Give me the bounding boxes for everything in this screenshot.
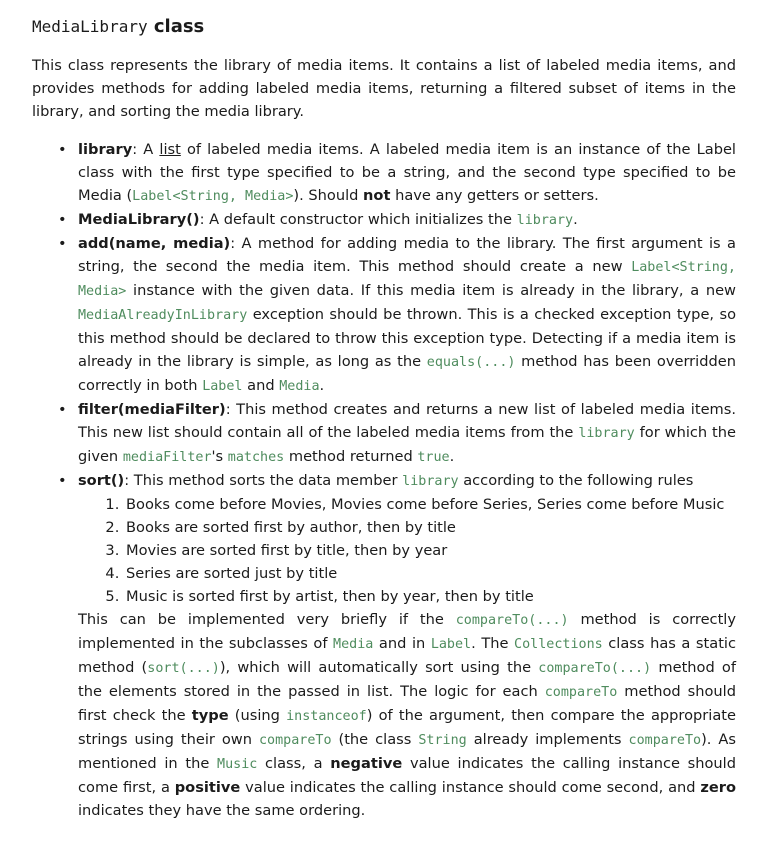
inline-code: Media xyxy=(279,379,320,394)
sort-rule: 2. Books are sorted first by author, then by title xyxy=(124,516,736,539)
member-name: library xyxy=(78,141,133,158)
sort-explanation: This can be implemented very briefly if the compareTo(...) method is correctly implemented in the subclasses of Media and in Label. The Collections class has a static method (sort(...)), which will automatically sort using the compareTo(...) method of the elements stored in the passed in list. The logic for each compareTo method should first check the type (using instanceof) of the argument, then compare the appropriate strings using their own compareTo (the class String already implements compareTo). As mentioned in the Music class, a negative value indicates the calling instance should come first, a positive value indicates the calling instance should come second, and zero indicates they have the same ordering. xyxy=(78,611,737,819)
sort-rules-list xyxy=(78,493,736,608)
member-name: sort() xyxy=(78,472,125,489)
section-heading: MediaLibrary class xyxy=(32,16,205,37)
list-item-filter: • filter(mediaFilter): This method creates and returns a new list of labeled media items. This new list should contain all of the labeled media items from the library for which the given mediaFilter's matches method returned true. xyxy=(78,398,736,469)
inline-code: Label xyxy=(202,379,243,394)
list-item-sort: • sort(): This method sorts the data member library according to the following rules 1. Books come before Movies, Movies come before Series, Series come before Music 2. Books are sorted first by author, then by title 3. Movies are sorted first by title, then by year 4. Series are sorted just by title 5. Music is sorted first by artist, then by year, then by title This can be implemented very briefly if the compareTo(...) method is correctly implemented in the subclasses of Media and in Label. The Collections class has a static method (sort(...)), which will automatically sort using the compareTo(...) method of the elements stored in the passed in list. The logic for each compareTo method should first check the type (using instanceof) of the argument, then compare the appropriate strings using their own compareTo (the class String already implements compareTo). As mentioned in the Music class, a negative value indicates the calling instance should come first, a positive value indicates the calling instance should come second, and zero indicates they have the same ordering. xyxy=(78,469,736,822)
inline-code: library xyxy=(516,213,574,228)
list-item-constructor: • MediaLibrary(): A default constructor which initializes the library. xyxy=(78,208,736,232)
document xyxy=(32,14,736,822)
list-item-library: • library: A list of labeled media items. A labeled media item is an instance of the Label class with the first type specified to be a string, and the second type specified to be Media (Label<String, Media>). Should not have any getters or setters. xyxy=(78,138,736,208)
inline-code: MediaAlreadyInLibrary xyxy=(78,308,248,323)
inline-code: Label<String, Media> xyxy=(132,189,294,204)
list-link[interactable]: list xyxy=(159,141,181,158)
inline-code: mediaFilter xyxy=(122,450,212,465)
inline-code: matches xyxy=(227,450,285,465)
member-list xyxy=(32,138,736,822)
member-name: filter(mediaFilter) xyxy=(78,401,226,418)
list-item-add: • add(name, media): A method for adding media to the library. The first argument is a string, the second the media item. This method should create a new Label<String, Media> instance with the given data. If this media item is already in the library, a new MediaAlreadyInLibrary exception should be thrown. This is a checked exception type, so this method should be declared to throw this exception type. Detecting if a media item is already in the library is simple, as long as the equals(...) method has been overridden correctly in both Label and Media. xyxy=(78,232,736,398)
inline-code: library xyxy=(402,474,459,489)
intro-paragraph: This class represents the library of media items. It contains a list of labeled media items, and provides methods for adding labeled media items, returning a filtered subset of items in the library, and sorting the media library. xyxy=(32,57,736,120)
sort-rule: 5. Music is sorted first by artist, then by year, then by title xyxy=(124,585,736,608)
inline-code: library xyxy=(578,426,635,441)
member-name: MediaLibrary() xyxy=(78,211,200,228)
class-name: MediaLibrary xyxy=(32,17,148,36)
sort-rule: 4. Series are sorted just by title xyxy=(124,562,736,585)
inline-code: equals(...) xyxy=(426,355,516,370)
inline-code: Label<String, Media> xyxy=(78,260,736,299)
inline-code: true xyxy=(417,450,450,465)
sort-rule: 3. Movies are sorted first by title, then by year xyxy=(124,539,736,562)
member-name: add(name, media) xyxy=(78,235,231,252)
sort-rule: 1. Books come before Movies, Movies come before Series, Series come before Music xyxy=(124,493,736,516)
